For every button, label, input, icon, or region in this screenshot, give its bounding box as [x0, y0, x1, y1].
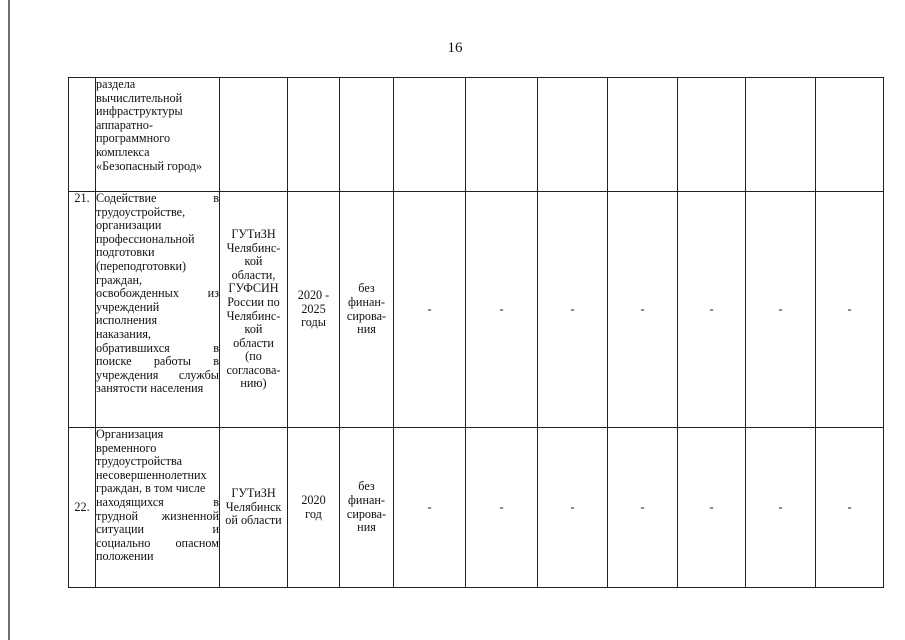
executor-line: Челябинск [225, 499, 282, 514]
description-line: Содействие в [96, 191, 219, 205]
financing-source [340, 192, 394, 428]
description-line: ситуации и [96, 522, 219, 537]
financing-line: без [358, 479, 375, 494]
description-line: «Безопасный город» [96, 158, 203, 173]
financing-amount-cell [816, 78, 884, 192]
description-line: инфраструктуры [96, 104, 183, 119]
financing-source [340, 428, 394, 588]
table-row [69, 192, 884, 428]
row-number: 22. [69, 428, 96, 588]
description-line: находящихся в [96, 494, 219, 509]
description-line: граждан, [96, 272, 143, 287]
activity-description [96, 192, 220, 428]
description-line: трудоустройства [96, 454, 182, 469]
activity-description [96, 428, 220, 588]
description-line: граждан, в том числе [96, 481, 206, 496]
period-line: год [305, 506, 322, 521]
description-line: временного [96, 440, 157, 455]
executor-line: Челябинс- [226, 308, 281, 323]
table-row [69, 78, 884, 192]
description-line: исполнения [96, 313, 158, 328]
executor-line: области [233, 335, 274, 350]
implementation-period [288, 192, 340, 428]
financing-amount-cell: - [466, 192, 538, 428]
description-line: обратившихся в [96, 340, 219, 355]
financing-line: финан- [348, 492, 385, 507]
financing-amount-cell: - [678, 192, 746, 428]
description-line: освобожденных из [96, 286, 219, 301]
description-line: положении [96, 549, 154, 564]
period-line: 2025 [301, 301, 326, 316]
executor-line: согласова- [226, 362, 281, 377]
financing-line: финан- [348, 294, 385, 309]
financing-amount-cell [678, 78, 746, 192]
financing-amount-cell: - [608, 192, 678, 428]
description-line: социально опасном [96, 535, 219, 550]
executor-line: Челябинс- [226, 240, 281, 255]
executor-line: ГУТиЗН [231, 486, 276, 501]
financing-amount-cell: - [746, 192, 816, 428]
financing-amount-cell: - [394, 192, 466, 428]
financing-amount-cell: - [466, 428, 538, 588]
description-line: раздела [96, 77, 136, 91]
period-line: 2020 - [297, 288, 330, 303]
financing-amount-cell [394, 78, 466, 192]
responsible-executor [220, 78, 288, 192]
executor-line: нию) [240, 376, 267, 391]
financing-amount-cell: - [816, 192, 884, 428]
financing-line: сирова- [346, 308, 387, 323]
executor-line: области, [231, 267, 276, 282]
table-row [69, 428, 884, 588]
period-line: годы [301, 315, 326, 330]
description-line: несовершеннолетних [96, 467, 207, 482]
financing-amount-cell: - [394, 428, 466, 588]
description-line: трудной жизненной [96, 508, 219, 523]
description-line: организации [96, 218, 162, 233]
financing-line: ния [357, 520, 376, 535]
financing-line: сирова- [346, 506, 387, 521]
executor-line: ой области [225, 513, 282, 528]
page-number: 16 [447, 40, 463, 56]
executor-line: ГУФСИН [228, 281, 279, 296]
responsible-executor [220, 428, 288, 588]
financing-line: ния [357, 322, 376, 337]
financing-source [340, 78, 394, 192]
financing-amount-cell [538, 78, 608, 192]
financing-line: без [358, 281, 375, 296]
description-line: поиске работы в [96, 354, 219, 369]
activity-description [96, 78, 220, 192]
description-line: учреждения службы [96, 367, 219, 382]
financing-amount-cell: - [746, 428, 816, 588]
implementation-period [288, 428, 340, 588]
description-line: вычислительной [96, 90, 183, 105]
executor-line: ГУТиЗН [231, 226, 276, 241]
description-line: трудоустройстве, [96, 204, 186, 219]
financing-amount-cell [746, 78, 816, 192]
executor-line: (по [245, 349, 262, 364]
financing-amount-cell: - [816, 428, 884, 588]
description-line: подготовки [96, 245, 155, 260]
financing-amount-cell: - [538, 428, 608, 588]
financing-amount-cell: - [678, 428, 746, 588]
executor-line: кой [244, 322, 263, 337]
responsible-executor [220, 192, 288, 428]
financing-amount-cell: - [538, 192, 608, 428]
description-line: Организация [96, 427, 164, 441]
executor-line: России по [227, 294, 280, 309]
description-line: программного [96, 131, 171, 146]
executor-line: кой [244, 254, 263, 269]
description-line: (переподготовки) [96, 258, 187, 273]
financing-amount-cell [466, 78, 538, 192]
page-left-border [8, 0, 10, 640]
description-line: комплекса [96, 144, 150, 159]
description-line: наказания, [96, 326, 151, 341]
program-table [68, 77, 884, 588]
financing-amount-cell [608, 78, 678, 192]
financing-amount-cell: - [608, 428, 678, 588]
row-number [69, 78, 96, 192]
row-number: 21. [69, 192, 96, 428]
implementation-period [288, 78, 340, 192]
period-line: 2020 [301, 492, 326, 507]
description-line: учреждений [96, 299, 160, 314]
description-line: аппаратно- [96, 117, 153, 132]
description-line: профессиональной [96, 231, 195, 246]
description-line: занятости населения [96, 381, 204, 396]
